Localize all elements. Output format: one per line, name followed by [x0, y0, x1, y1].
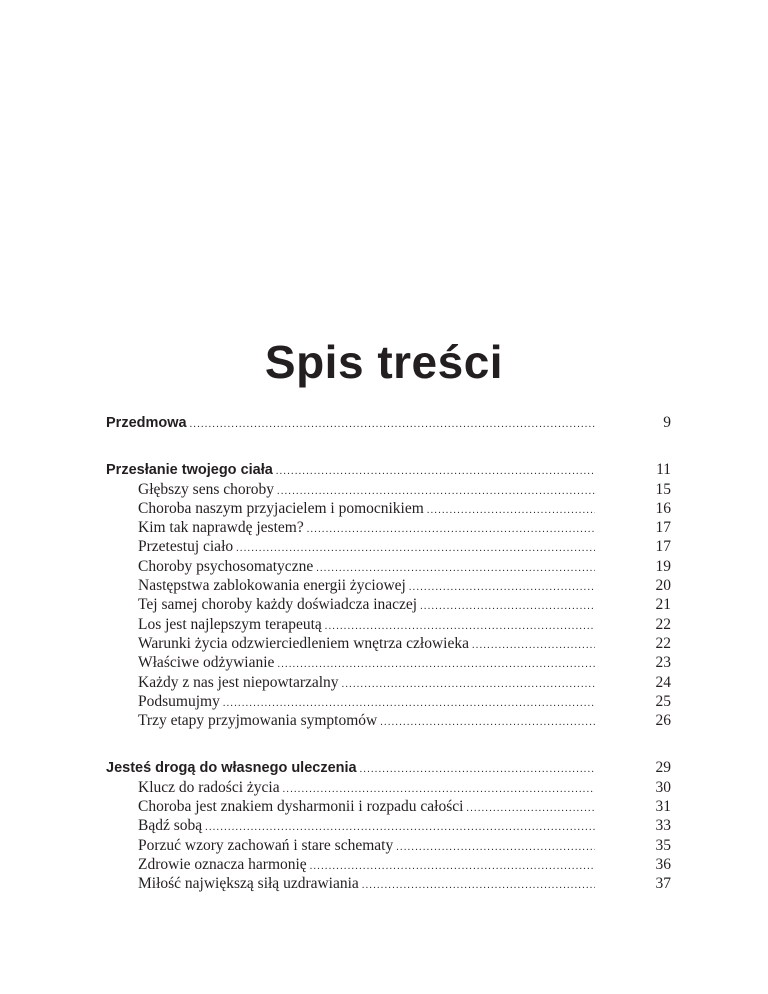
dot-leader: [190, 415, 595, 434]
toc-page-number: 33: [655, 817, 671, 835]
toc-page-number: 26: [655, 712, 671, 730]
toc-page-number: 25: [655, 692, 671, 710]
toc-entry: [106, 673, 671, 692]
toc-section-heading: [106, 413, 671, 432]
toc-page-number: 22: [655, 615, 671, 633]
toc-page-number: 35: [655, 836, 671, 854]
toc-entry: [106, 711, 671, 730]
toc-section: [106, 460, 671, 730]
toc-entry: [106, 634, 671, 653]
toc-section: [106, 413, 671, 432]
toc-entry-title: Następstwa zablokowania energii życiowej: [138, 577, 406, 595]
toc-section-title: Jesteś drogą do własnego uleczenia: [106, 760, 357, 777]
toc-page-number: 37: [655, 875, 671, 893]
toc-entry: [106, 480, 671, 499]
dot-leader: [409, 578, 595, 597]
dot-leader: [420, 597, 595, 616]
dot-leader: [276, 462, 595, 481]
dot-leader: [342, 675, 595, 694]
toc-page-number: 36: [655, 855, 671, 873]
toc-entry-title: Właściwe odżywianie: [138, 654, 275, 672]
toc-entry: [106, 653, 671, 672]
toc-page-number: 17: [655, 538, 671, 556]
toc-entry-title: Miłość największą siłą uzdrawiania: [138, 875, 359, 893]
toc-entry-title: Zdrowie oznacza harmonię: [138, 855, 307, 873]
toc-entry: [106, 557, 671, 576]
toc-page-number: 22: [655, 634, 671, 652]
dot-leader: [307, 520, 595, 539]
toc-entry-title: Choroba jest znakiem dysharmonii i rozpadu całości: [138, 798, 464, 816]
toc-entry-title: Porzuć wzory zachowań i stare schematy: [138, 836, 394, 854]
toc-page-number: 11: [656, 461, 671, 479]
toc-entry-title: Warunki życia odzwierciedleniem wnętrza człowieka: [138, 634, 469, 652]
toc-page-number: 19: [655, 557, 671, 575]
toc-page-number: 29: [655, 759, 671, 777]
toc-entry: [106, 816, 671, 835]
toc-page-number: 15: [655, 480, 671, 498]
toc-section-heading: [106, 460, 671, 479]
toc-page-number: 30: [655, 778, 671, 796]
dot-leader: [466, 799, 595, 818]
table-of-contents: [106, 413, 671, 922]
toc-entry: [106, 576, 671, 595]
toc-page-number: 23: [655, 654, 671, 672]
toc-entry-title: Przetestuj ciało: [138, 538, 234, 556]
dot-leader: [360, 760, 595, 779]
toc-entry-title: Kim tak naprawdę jestem?: [138, 519, 304, 537]
toc-entry-title: Każdy z nas jest niepowtarzalny: [138, 673, 339, 691]
toc-entry-title: Podsumujmy: [138, 692, 220, 710]
toc-page-number: 21: [655, 596, 671, 614]
toc-page-number: 24: [655, 673, 671, 691]
toc-entry: [106, 797, 671, 816]
toc-section-heading: [106, 758, 671, 777]
toc-entry: [106, 537, 671, 556]
toc-page-number: 17: [655, 519, 671, 537]
toc-entry-title: Klucz do radości życia: [138, 778, 280, 796]
toc-entry: [106, 692, 671, 711]
toc-page-number: 20: [655, 577, 671, 595]
toc-entry: [106, 615, 671, 634]
toc-entry: [106, 595, 671, 614]
toc-entry: [106, 499, 671, 518]
toc-page-number: 16: [655, 499, 671, 517]
toc-entry-title: Bądź sobą: [138, 817, 203, 835]
toc-entry: [106, 836, 671, 855]
toc-section: [106, 758, 671, 893]
dot-leader: [396, 838, 595, 857]
toc-section-title: Przesłanie twojego ciała: [106, 462, 273, 479]
toc-entry-title: Choroba naszym przyjacielem i pomocnikiem: [138, 499, 424, 517]
dot-leader: [362, 876, 595, 895]
toc-page-number: 9: [663, 414, 671, 431]
dot-leader: [472, 636, 595, 655]
toc-entry-title: Trzy etapy przyjmowania symptomów: [138, 712, 378, 730]
toc-entry: [106, 855, 671, 874]
toc-entry-title: Los jest najlepszym terapeutą: [138, 615, 322, 633]
dot-leader: [380, 713, 595, 732]
toc-entry-title: Głębszy sens choroby: [138, 480, 275, 498]
toc-entry-title: Tej samej choroby każdy doświadcza inaczej: [138, 596, 418, 614]
page-title: Spis treści: [264, 335, 504, 388]
dot-leader: [427, 501, 595, 520]
toc-entry: [106, 874, 671, 893]
toc-entry-title: Choroby psychosomatyczne: [138, 557, 314, 575]
toc-page-number: 31: [655, 798, 671, 816]
toc-entry: [106, 518, 671, 537]
toc-section-title: Przedmowa: [106, 415, 187, 431]
toc-entry: [106, 778, 671, 797]
